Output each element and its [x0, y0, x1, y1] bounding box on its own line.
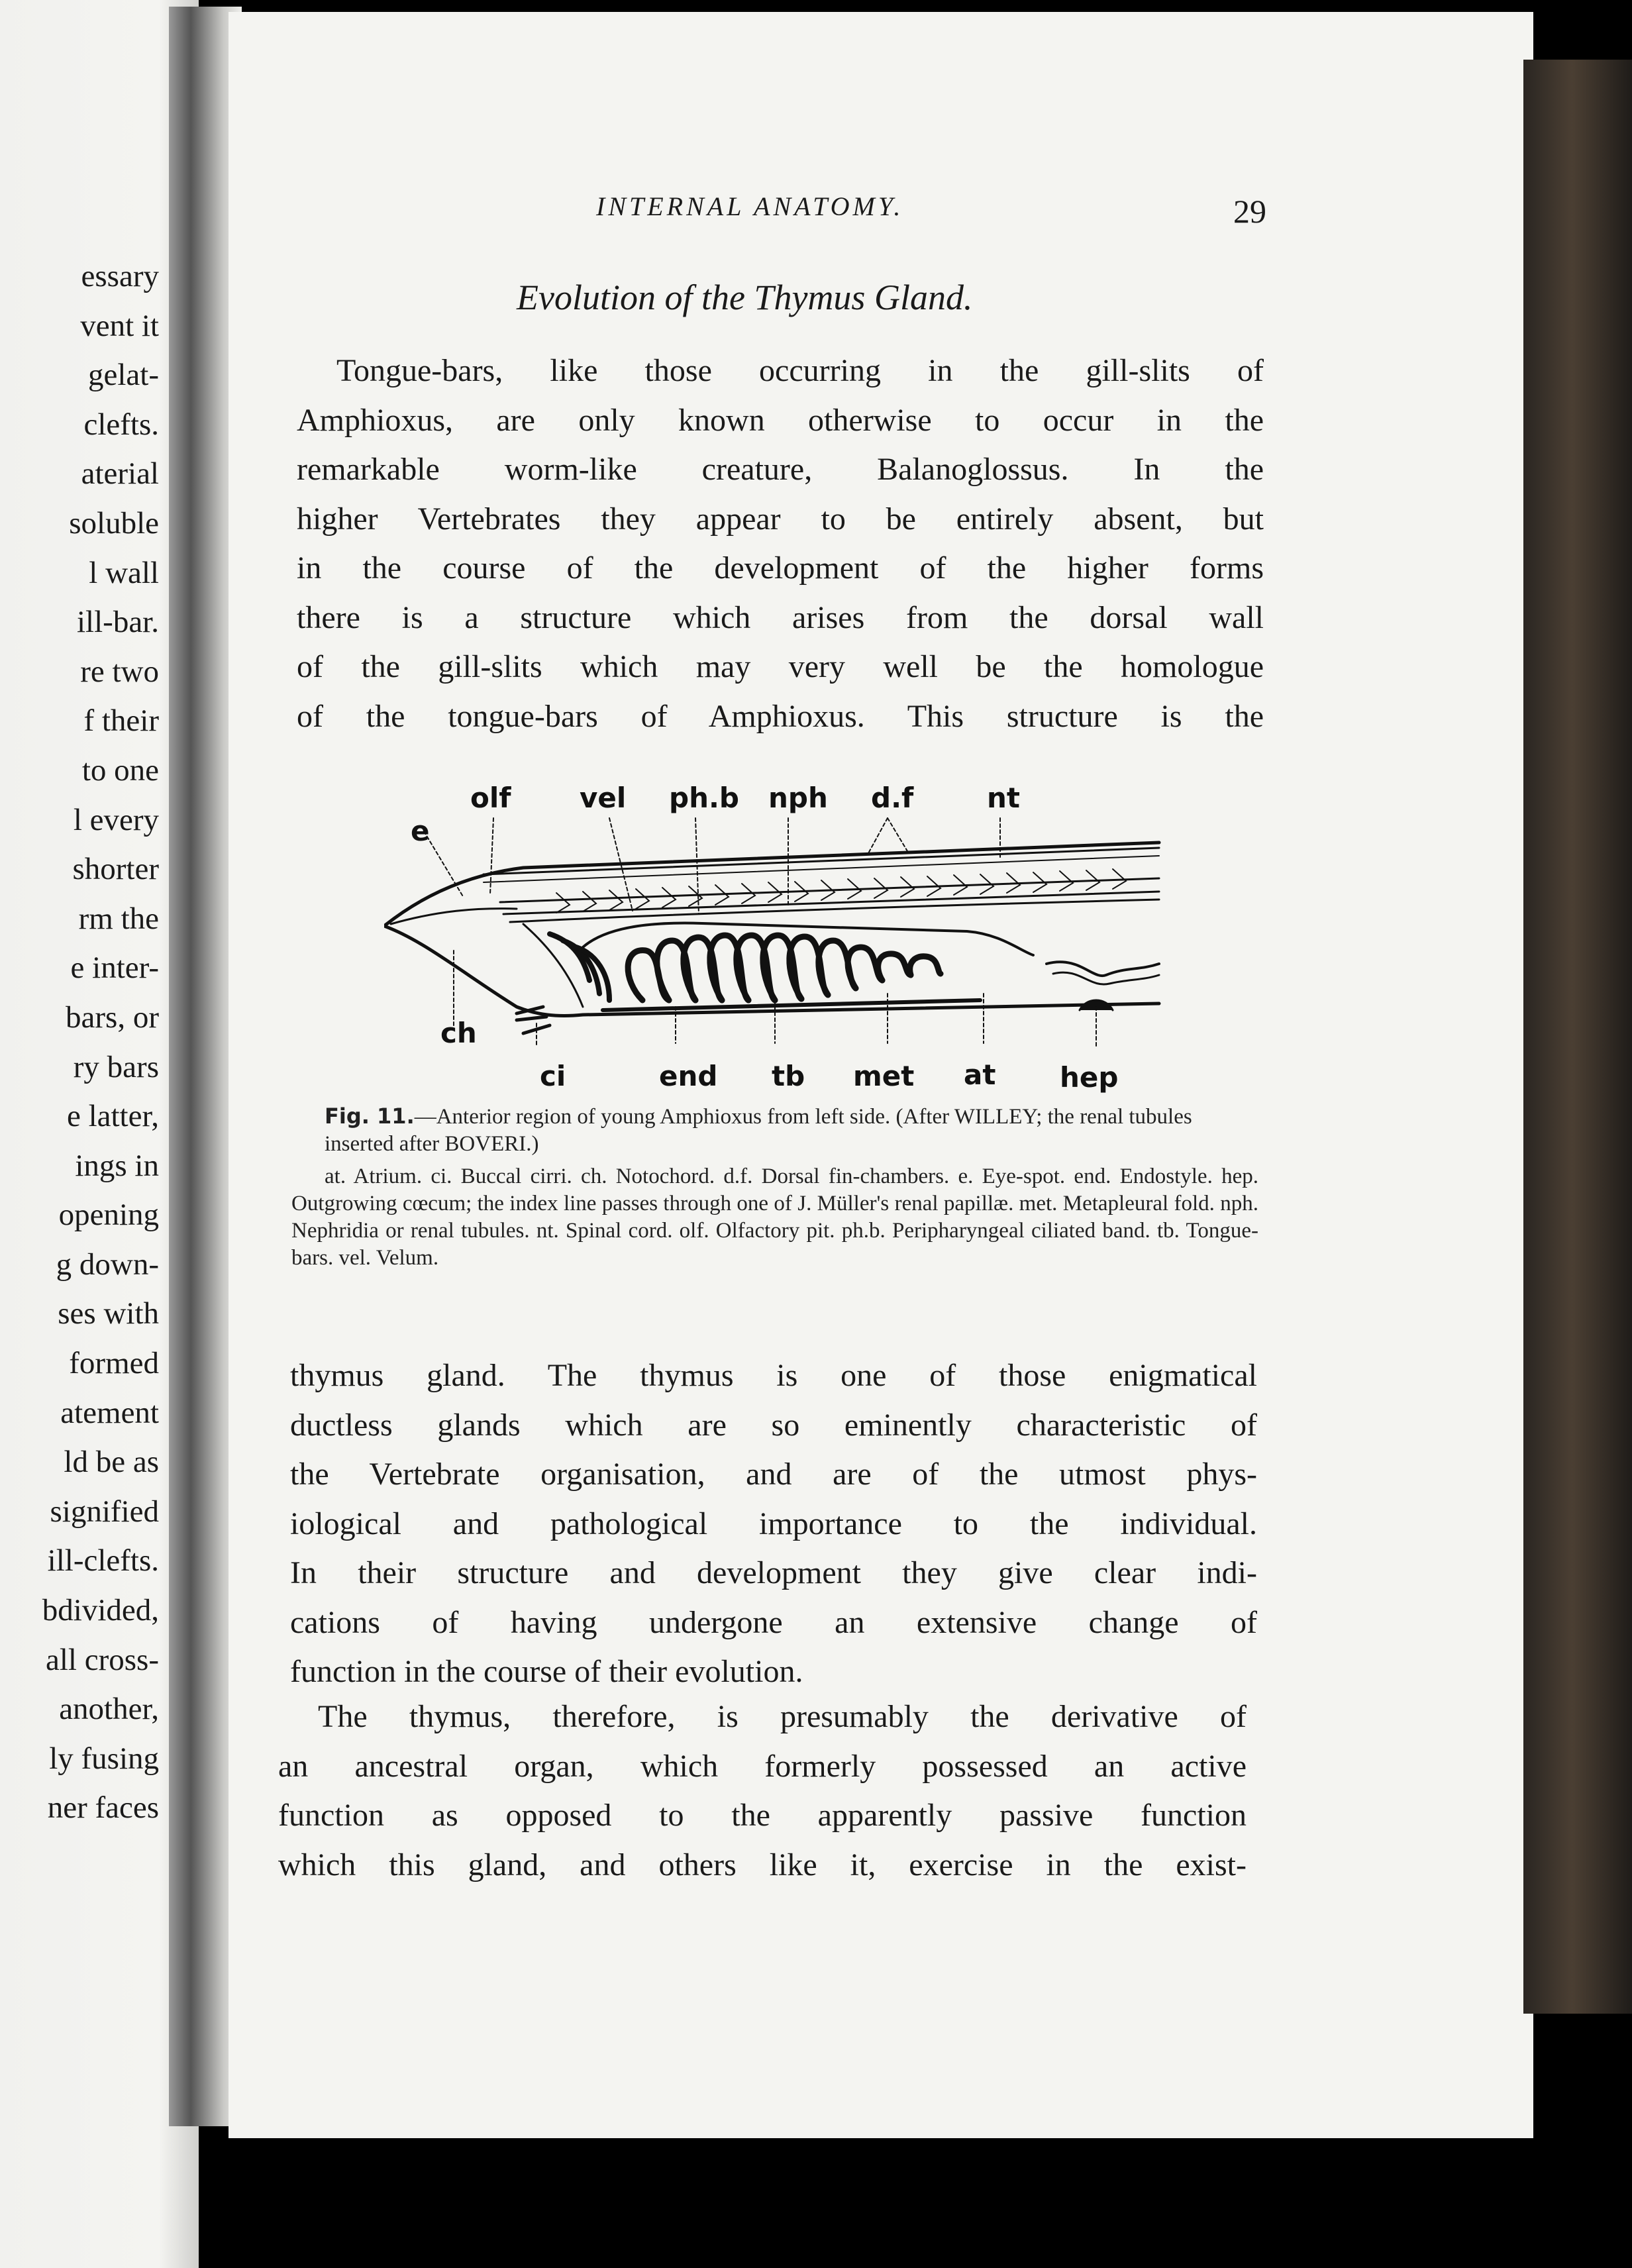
- left-page-line: bdivided,: [42, 1593, 159, 1628]
- left-page-line: ill-bar.: [77, 605, 159, 640]
- left-page-line: vent it: [80, 308, 159, 343]
- page-number: 29: [1233, 193, 1266, 230]
- running-head: INTERNAL ANATOMY.: [596, 191, 904, 221]
- text-line: Tongue-bars, like those occurring in the gill-slits of: [336, 353, 1264, 388]
- left-page-line: signified: [50, 1494, 159, 1529]
- left-page-line: opening: [58, 1198, 159, 1233]
- text-line: ductless glands which are so eminently characteristic of: [290, 1407, 1257, 1443]
- caption-legend: at. Atrium. ci. Buccal cirri. ch. Notochord. d.f. Dorsal fin-chambers. e. Eye-spot. end. Endostyle. hep. Outgrowing cœcum; the index line passes through one of J. Müller's renal papillæ. met. Metapleural fold. nph. Nephridia or renal tubules. nt. Spinal cord. olf. Olfactory pit. ph.b. Peripharyngeal ciliated band. tb. Tongue-bars. vel. Velum.: [291, 1164, 1258, 1270]
- left-page-line: re two: [80, 654, 159, 689]
- text-line: Amphioxus, are only known otherwise to occur in the: [297, 402, 1264, 438]
- text-line: of the gill-slits which may very well be the homologue: [297, 649, 1264, 684]
- fig-label-olf: olf: [470, 782, 511, 814]
- left-page-line: bars, or: [66, 1000, 159, 1035]
- fig-label-e: e: [411, 815, 430, 847]
- left-page-line: ly fusing: [49, 1741, 159, 1776]
- text-line: higher Vertebrates they appear to be entirely absent, but: [297, 501, 1264, 537]
- left-page-line: gelat-: [88, 358, 159, 393]
- paragraph-2: [290, 1351, 1257, 1697]
- left-page-line: another,: [59, 1692, 159, 1727]
- fig-label-df: d.f: [871, 782, 914, 814]
- left-page-line: ry bars: [73, 1049, 159, 1084]
- text-line: the Vertebrate organisation, and are of the utmost phys-: [290, 1457, 1257, 1492]
- left-page-line: l every: [73, 802, 159, 837]
- text-line: In their structure and development they give clear indi-: [290, 1555, 1257, 1590]
- left-page-line: essary: [81, 259, 159, 293]
- text-line: function as opposed to the apparently passive function: [278, 1798, 1247, 1833]
- left-page-line: soluble: [69, 505, 159, 541]
- text-line: remarkable worm-like creature, Balanoglossus. In the: [297, 452, 1264, 487]
- left-page-line: l wall: [89, 555, 159, 590]
- text-line: of the tongue-bars of Amphioxus. This structure is the: [297, 698, 1264, 734]
- left-page-line: rm the: [78, 901, 159, 936]
- section-title: Evolution of the Thymus Gland.: [517, 278, 973, 317]
- amphioxus-drawing: [384, 782, 1172, 1100]
- paragraph-3: [278, 1692, 1247, 1890]
- left-page-line: ings in: [75, 1148, 159, 1183]
- fig-label-phb: ph.b: [669, 782, 739, 814]
- text-line: cations of having undergone an extensive change of: [290, 1604, 1257, 1640]
- fig-label-ci: ci: [540, 1060, 566, 1092]
- text-line: which this gland, and others like it, exercise in the exist-: [278, 1847, 1247, 1882]
- amphioxus-figure: [384, 782, 1172, 1100]
- left-page-line: ld be as: [64, 1445, 159, 1480]
- fig-label-at: at: [964, 1058, 996, 1091]
- left-page-line: g down-: [56, 1247, 159, 1282]
- fig-label-nph: nph: [768, 782, 828, 814]
- fig-label-end: end: [659, 1060, 718, 1092]
- left-page-line: atement: [60, 1395, 159, 1430]
- book-edge: [1523, 60, 1632, 2014]
- text-line: thymus gland. The thymus is one of those enigmatical: [290, 1358, 1257, 1393]
- caption-text: —Anterior region of young Amphioxus from left side. (After WILLEY; the renal tubules inserted after BOVERI.): [325, 1105, 1192, 1156]
- left-page-line: aterial: [81, 456, 159, 491]
- text-line: there is a structure which arises from the dorsal wall: [297, 599, 1264, 635]
- fig-label-met: met: [853, 1060, 915, 1092]
- text-line: in the course of the development of the higher forms: [297, 550, 1264, 586]
- figure-caption: [291, 1103, 1258, 1272]
- fig-label-vel: vel: [580, 782, 627, 814]
- left-page-line: formed: [69, 1346, 159, 1381]
- figure-number: Fig. 11.: [325, 1104, 415, 1129]
- left-page-line: ill-clefts.: [47, 1543, 159, 1578]
- left-page-line: ner faces: [47, 1790, 159, 1826]
- left-page-line: e inter-: [70, 951, 159, 986]
- left-page-line: all cross-: [46, 1642, 159, 1677]
- fig-label-tb: tb: [772, 1060, 805, 1092]
- text-line: an ancestral organ, which formerly possessed an active: [278, 1748, 1247, 1784]
- left-page-line: to one: [81, 752, 159, 788]
- left-page-line: ses with: [58, 1296, 159, 1331]
- fig-label-ch: ch: [440, 1017, 477, 1049]
- fig-label-hep: hep: [1060, 1061, 1119, 1094]
- text-line: function in the course of their evolution.: [290, 1654, 803, 1689]
- left-page-line: e latter,: [66, 1099, 159, 1134]
- fig-label-nt: nt: [987, 782, 1020, 814]
- text-line: The thymus, therefore, is presumably the derivative of: [318, 1699, 1247, 1734]
- text-line: iological and pathological importance to the individual.: [290, 1506, 1257, 1541]
- left-page-line: clefts.: [83, 407, 159, 442]
- left-page-line: f their: [83, 703, 159, 739]
- left-page-line: shorter: [72, 852, 159, 887]
- paragraph-1: [297, 346, 1264, 741]
- left-page-text: [0, 252, 159, 1833]
